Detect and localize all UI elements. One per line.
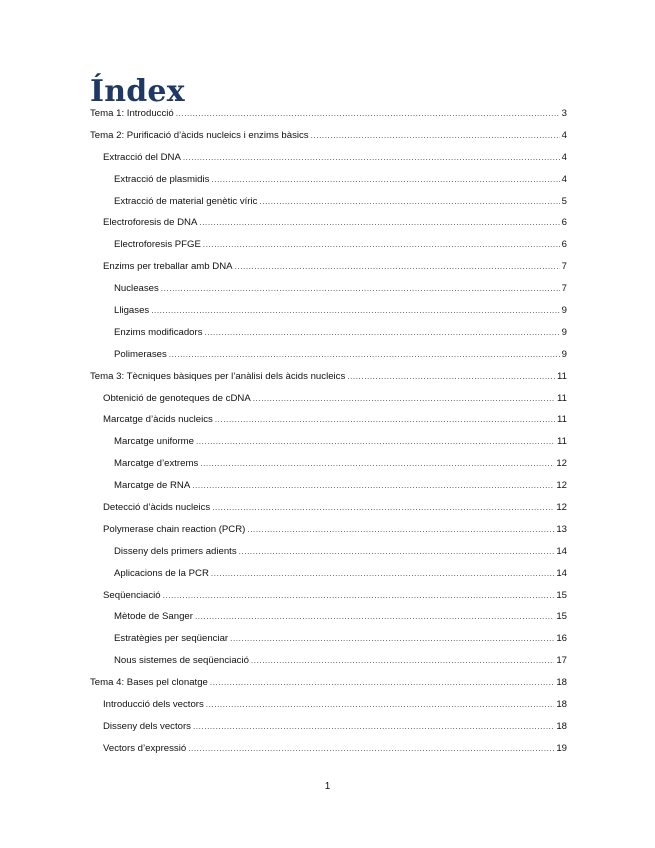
toc-dot-leader	[253, 394, 555, 403]
toc-entry-page[interactable]: 6	[561, 217, 567, 229]
toc-entry-page[interactable]: 17	[556, 655, 567, 667]
toc-dot-leader	[183, 153, 560, 162]
toc-entry[interactable]	[90, 721, 567, 743]
toc-dot-leader	[259, 197, 559, 206]
toc-dot-leader	[215, 415, 555, 424]
toc-entry-title[interactable]: Extracció de material genètic víric	[114, 195, 258, 207]
toc-entry[interactable]	[90, 349, 567, 371]
page-title: Índex	[90, 74, 185, 109]
toc-dot-leader	[161, 284, 560, 293]
toc-entry-page[interactable]: 9	[561, 348, 567, 360]
toc-entry-title[interactable]: Extracció del DNA	[103, 151, 181, 163]
toc-entry[interactable]	[90, 743, 567, 765]
page-number: 1	[324, 781, 331, 792]
toc-entry-page[interactable]: 11	[557, 392, 567, 404]
toc-entry[interactable]	[90, 217, 567, 239]
toc-entry[interactable]	[90, 414, 567, 436]
toc-dot-leader	[151, 306, 559, 315]
toc-entry-title[interactable]: Marcatge d’extrems	[114, 458, 199, 470]
toc-dot-leader	[169, 350, 560, 359]
toc-entry-page[interactable]: 13	[556, 523, 567, 535]
toc-dot-leader	[196, 437, 555, 446]
table-of-contents	[90, 108, 567, 765]
toc-dot-leader	[211, 175, 559, 184]
toc-entry-title[interactable]: Marcatge uniforme	[114, 436, 194, 448]
toc-entry-title[interactable]: Mètode de Sanger	[114, 611, 193, 623]
toc-entry[interactable]	[90, 655, 567, 677]
toc-entry-title[interactable]: Enzims modificadors	[114, 326, 203, 338]
toc-entry-page[interactable]: 7	[561, 261, 567, 273]
toc-entry[interactable]	[90, 546, 567, 568]
toc-dot-leader	[195, 612, 554, 621]
toc-dot-leader	[206, 700, 555, 709]
toc-entry-title[interactable]: Enzims per treballar amb DNA	[103, 261, 233, 273]
toc-entry-title[interactable]: Disseny dels vectors	[103, 720, 191, 732]
toc-entry[interactable]	[90, 590, 567, 612]
toc-entry[interactable]	[90, 327, 567, 349]
toc-dot-leader	[347, 372, 555, 381]
toc-dot-leader	[199, 218, 559, 227]
toc-entry[interactable]	[90, 305, 567, 327]
toc-dot-leader	[239, 547, 555, 556]
toc-dot-leader	[251, 656, 554, 665]
toc-dot-leader	[211, 569, 554, 578]
toc-entry-title[interactable]: Electroforesis PFGE	[114, 239, 201, 251]
toc-entry-page[interactable]: 19	[556, 742, 567, 754]
toc-entry-page[interactable]: 14	[556, 567, 567, 579]
toc-entry[interactable]	[90, 261, 567, 283]
toc-entry[interactable]	[90, 393, 567, 415]
toc-entry[interactable]	[90, 174, 567, 196]
toc-dot-leader	[212, 503, 554, 512]
toc-entry[interactable]	[90, 436, 567, 458]
toc-entry[interactable]	[90, 480, 567, 502]
toc-entry-title[interactable]: Nous sistemes de seqüenciació	[114, 655, 249, 667]
toc-entry-page[interactable]: 6	[561, 239, 567, 251]
toc-entry-page[interactable]: 15	[556, 611, 567, 623]
toc-entry-title[interactable]: Polymerase chain reaction (PCR)	[103, 523, 246, 535]
toc-dot-leader	[192, 481, 554, 490]
toc-entry-title[interactable]: Marcatge de RNA	[114, 480, 191, 492]
toc-dot-leader	[200, 459, 554, 468]
toc-entry-page[interactable]: 9	[561, 326, 567, 338]
toc-entry[interactable]	[90, 699, 567, 721]
toc-dot-leader	[193, 722, 554, 731]
toc-entry-title[interactable]: Electroforesis de DNA	[103, 217, 198, 229]
toc-dot-leader	[176, 109, 560, 118]
toc-entry-title[interactable]: Extracció de plasmidis	[114, 173, 210, 185]
toc-entry-page[interactable]: 11	[557, 370, 567, 382]
toc-dot-leader	[210, 678, 554, 687]
toc-entry-title[interactable]: Tema 2: Purificació d’àcids nucleics i enzims bàsics	[90, 129, 309, 141]
toc-entry-page[interactable]: 12	[556, 480, 567, 492]
toc-entry-title[interactable]: Detecció d’àcids nucleics	[103, 502, 211, 514]
toc-entry-title[interactable]: Marcatge d’àcids nucleics	[103, 414, 213, 426]
toc-entry-title[interactable]: Introducció dels vectors	[103, 699, 204, 711]
toc-dot-leader	[203, 240, 560, 249]
toc-entry-title[interactable]: Seqüenciació	[103, 589, 161, 601]
toc-entry-page[interactable]: 18	[556, 677, 567, 689]
toc-entry-page[interactable]: 9	[561, 305, 567, 317]
toc-entry-title[interactable]: Tema 3: Tècniques bàsiques per l’anàlisi dels àcids nucleics	[90, 370, 346, 382]
toc-dot-leader	[163, 591, 555, 600]
toc-entry-title[interactable]: Polimerases	[114, 348, 167, 360]
toc-entry-page[interactable]: 5	[561, 195, 567, 207]
toc-entry-page[interactable]: 4	[561, 129, 567, 141]
toc-entry[interactable]	[90, 152, 567, 174]
toc-entry-title[interactable]: Tema 4: Bases pel clonatge	[90, 677, 208, 689]
toc-entry-page[interactable]: 16	[556, 633, 567, 645]
toc-entry[interactable]	[90, 239, 567, 261]
toc-entry-page[interactable]: 15	[556, 589, 567, 601]
toc-entry-title[interactable]: Nucleases	[114, 283, 159, 295]
toc-entry-title[interactable]: Disseny dels primers adients	[114, 545, 237, 557]
toc-entry-page[interactable]: 18	[556, 699, 567, 711]
toc-entry-page[interactable]: 7	[561, 283, 567, 295]
toc-entry[interactable]	[90, 371, 567, 393]
toc-entry[interactable]	[90, 108, 567, 130]
toc-entry-title[interactable]: Tema 1: Introducció	[90, 108, 174, 119]
toc-entry-page[interactable]: 4	[561, 151, 567, 163]
toc-entry[interactable]	[90, 677, 567, 699]
toc-dot-leader	[205, 328, 560, 337]
toc-entry-page[interactable]: 12	[556, 502, 567, 514]
toc-entry[interactable]	[90, 524, 567, 546]
toc-entry[interactable]	[90, 568, 567, 590]
toc-dot-leader	[247, 525, 554, 534]
toc-entry[interactable]	[90, 458, 567, 480]
toc-entry-title[interactable]: Aplicacions de la PCR	[114, 567, 209, 579]
toc-entry-page[interactable]: 11	[557, 436, 567, 448]
toc-entry-page[interactable]: 3	[561, 108, 567, 119]
toc-entry[interactable]	[90, 611, 567, 633]
toc-entry-title[interactable]: Vectors d’expressió	[103, 742, 187, 754]
toc-entry-page[interactable]: 18	[556, 720, 567, 732]
toc-entry-page[interactable]: 14	[556, 545, 567, 557]
toc-entry[interactable]	[90, 502, 567, 524]
toc-entry-title[interactable]: Obtenició de genoteques de cDNA	[103, 392, 251, 404]
toc-entry[interactable]	[90, 130, 567, 152]
toc-entry-title[interactable]: Estratègies per seqüenciar	[114, 633, 229, 645]
toc-entry[interactable]	[90, 196, 567, 218]
toc-dot-leader	[230, 634, 554, 643]
toc-dot-leader	[188, 744, 554, 753]
toc-entry[interactable]	[90, 283, 567, 305]
toc-entry-page[interactable]: 11	[557, 414, 567, 426]
toc-entry-page[interactable]: 4	[561, 173, 567, 185]
toc-entry[interactable]	[90, 633, 567, 655]
toc-dot-leader	[311, 131, 560, 140]
toc-entry-page[interactable]: 12	[556, 458, 567, 470]
toc-entry-title[interactable]: Lligases	[114, 305, 150, 317]
toc-dot-leader	[235, 262, 560, 271]
